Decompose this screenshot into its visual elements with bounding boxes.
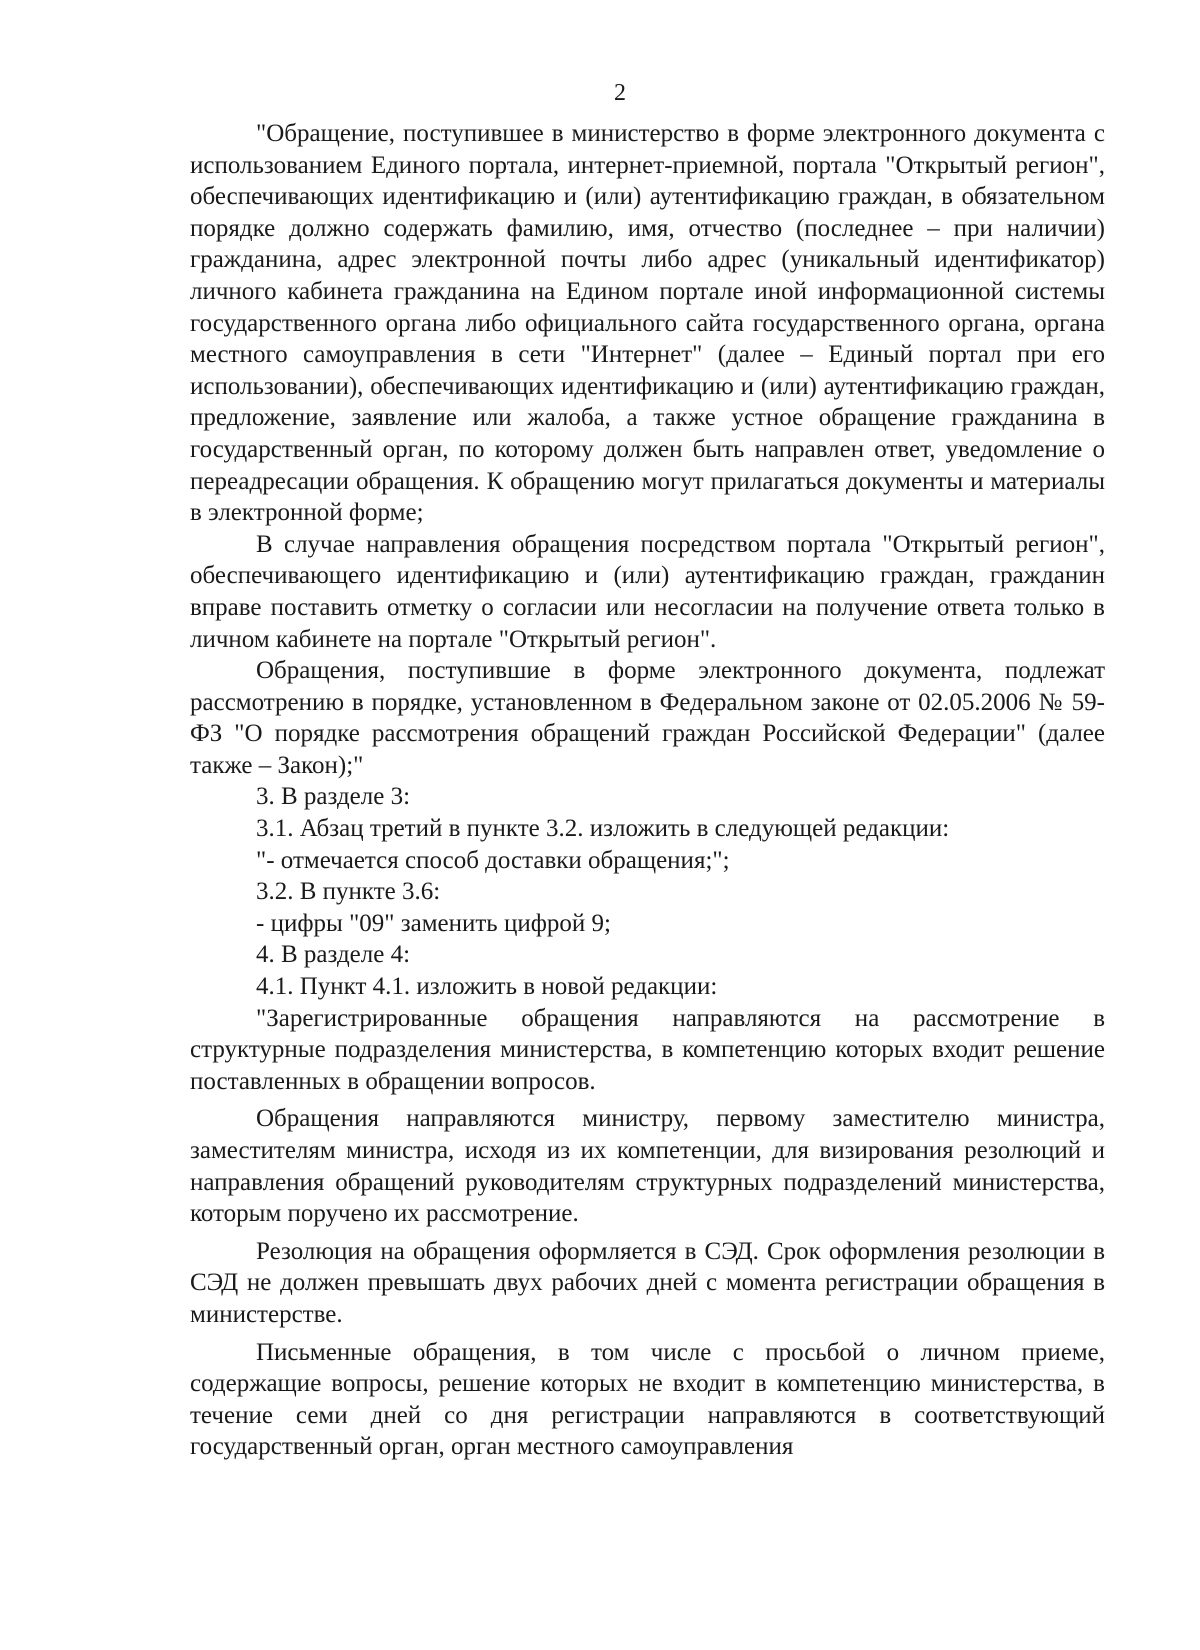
page-number: 2 <box>614 80 626 106</box>
paragraph-electronic-appeal: "Обращение, поступившее в министерство в форме электронного документа с использованием Единого портала, интернет-приемной, портала "Открытый регион", обеспечивающих идентификацию и (или) аутентификацию граждан, в обязательном порядке должно содержать фамилию, имя, отчество (последнее – при наличии) гражданина, адрес электронной почты либо адрес (уникальный идентификатор) личного кабинета гражданина на Едином портале иной информационной системы государственного органа либо официального сайта государственного органа, органа местного самоуправления в сети "Интернет" (далее – Единый портал при его использовании), обеспечивающих идентификацию и (или) аутентификацию граждан, предложение, заявление или жалоба, а также устное обращение гражданина в государственный орган, по которому должен быть направлен ответ, уведомление о переадресации обращения. К обращению могут прилагаться документы и материалы в электронной форме; <box>190 120 1105 527</box>
item-3-2: 3.2. В пункте 3.6: <box>256 878 441 906</box>
item-4-1: 4.1. Пункт 4.1. изложить в новой редакции: <box>256 973 718 1001</box>
paragraph-written-appeals: Письменные обращения, в том числе с просьбой о личном приеме, содержащие вопросы, решение которых не входит в компетенцию министерства, в течение семи дней со дня регистрации направляются в соответствующий государственный орган, орган местного самоуправления <box>190 1338 1105 1461</box>
document-body <box>190 118 1105 1463</box>
paragraph-open-region: В случае направления обращения посредством портала "Открытый регион", обеспечивающего идентификацию и (или) аутентификацию граждан, гражданин вправе поставить отметку о согласии или несогласии на получение ответа только в личном кабинете на портале "Открытый регион". <box>190 530 1105 653</box>
paragraph-registered-appeals: "Зарегистрированные обращения направляются на рассмотрение в структурные подразделения министерства, в компетенцию которых входит решение поставленных в обращении вопросов. <box>190 1004 1105 1095</box>
item-3-1: 3.1. Абзац третий в пункте 3.2. изложить в следующей редакции: <box>256 815 950 843</box>
paragraph-review-order: Обращения, поступившие в форме электронного документа, подлежат рассмотрению в порядке, установленном в Федеральном законе от 02.05.2006 № 59-ФЗ "О порядке рассмотрения обращений граждан Российской Федерации" (далее также – Закон);" <box>190 657 1105 779</box>
paragraph-resolution: Резолюция на обращения оформляется в СЭД. Срок оформления резолюции в СЭД не должен превышать двух рабочих дней с момента регистрации обращения в министерстве. <box>190 1237 1105 1328</box>
item-section-4: 4. В разделе 4: <box>256 941 411 969</box>
item-section-3: 3. В разделе 3: <box>256 783 411 811</box>
item-3-1-text: "- отмечается способ доставки обращения;"; <box>256 846 730 874</box>
item-3-2-text: - цифры "09" заменить цифрой 9; <box>256 909 611 937</box>
paragraph-appeals-to-minister: Обращения направляются министру, первому заместителю министра, заместителям министра, исходя из их компетенции, для визирования резолюций и направления обращений руководителям структурных подразделений министерства, которым поручено их рассмотрение. <box>190 1105 1105 1228</box>
